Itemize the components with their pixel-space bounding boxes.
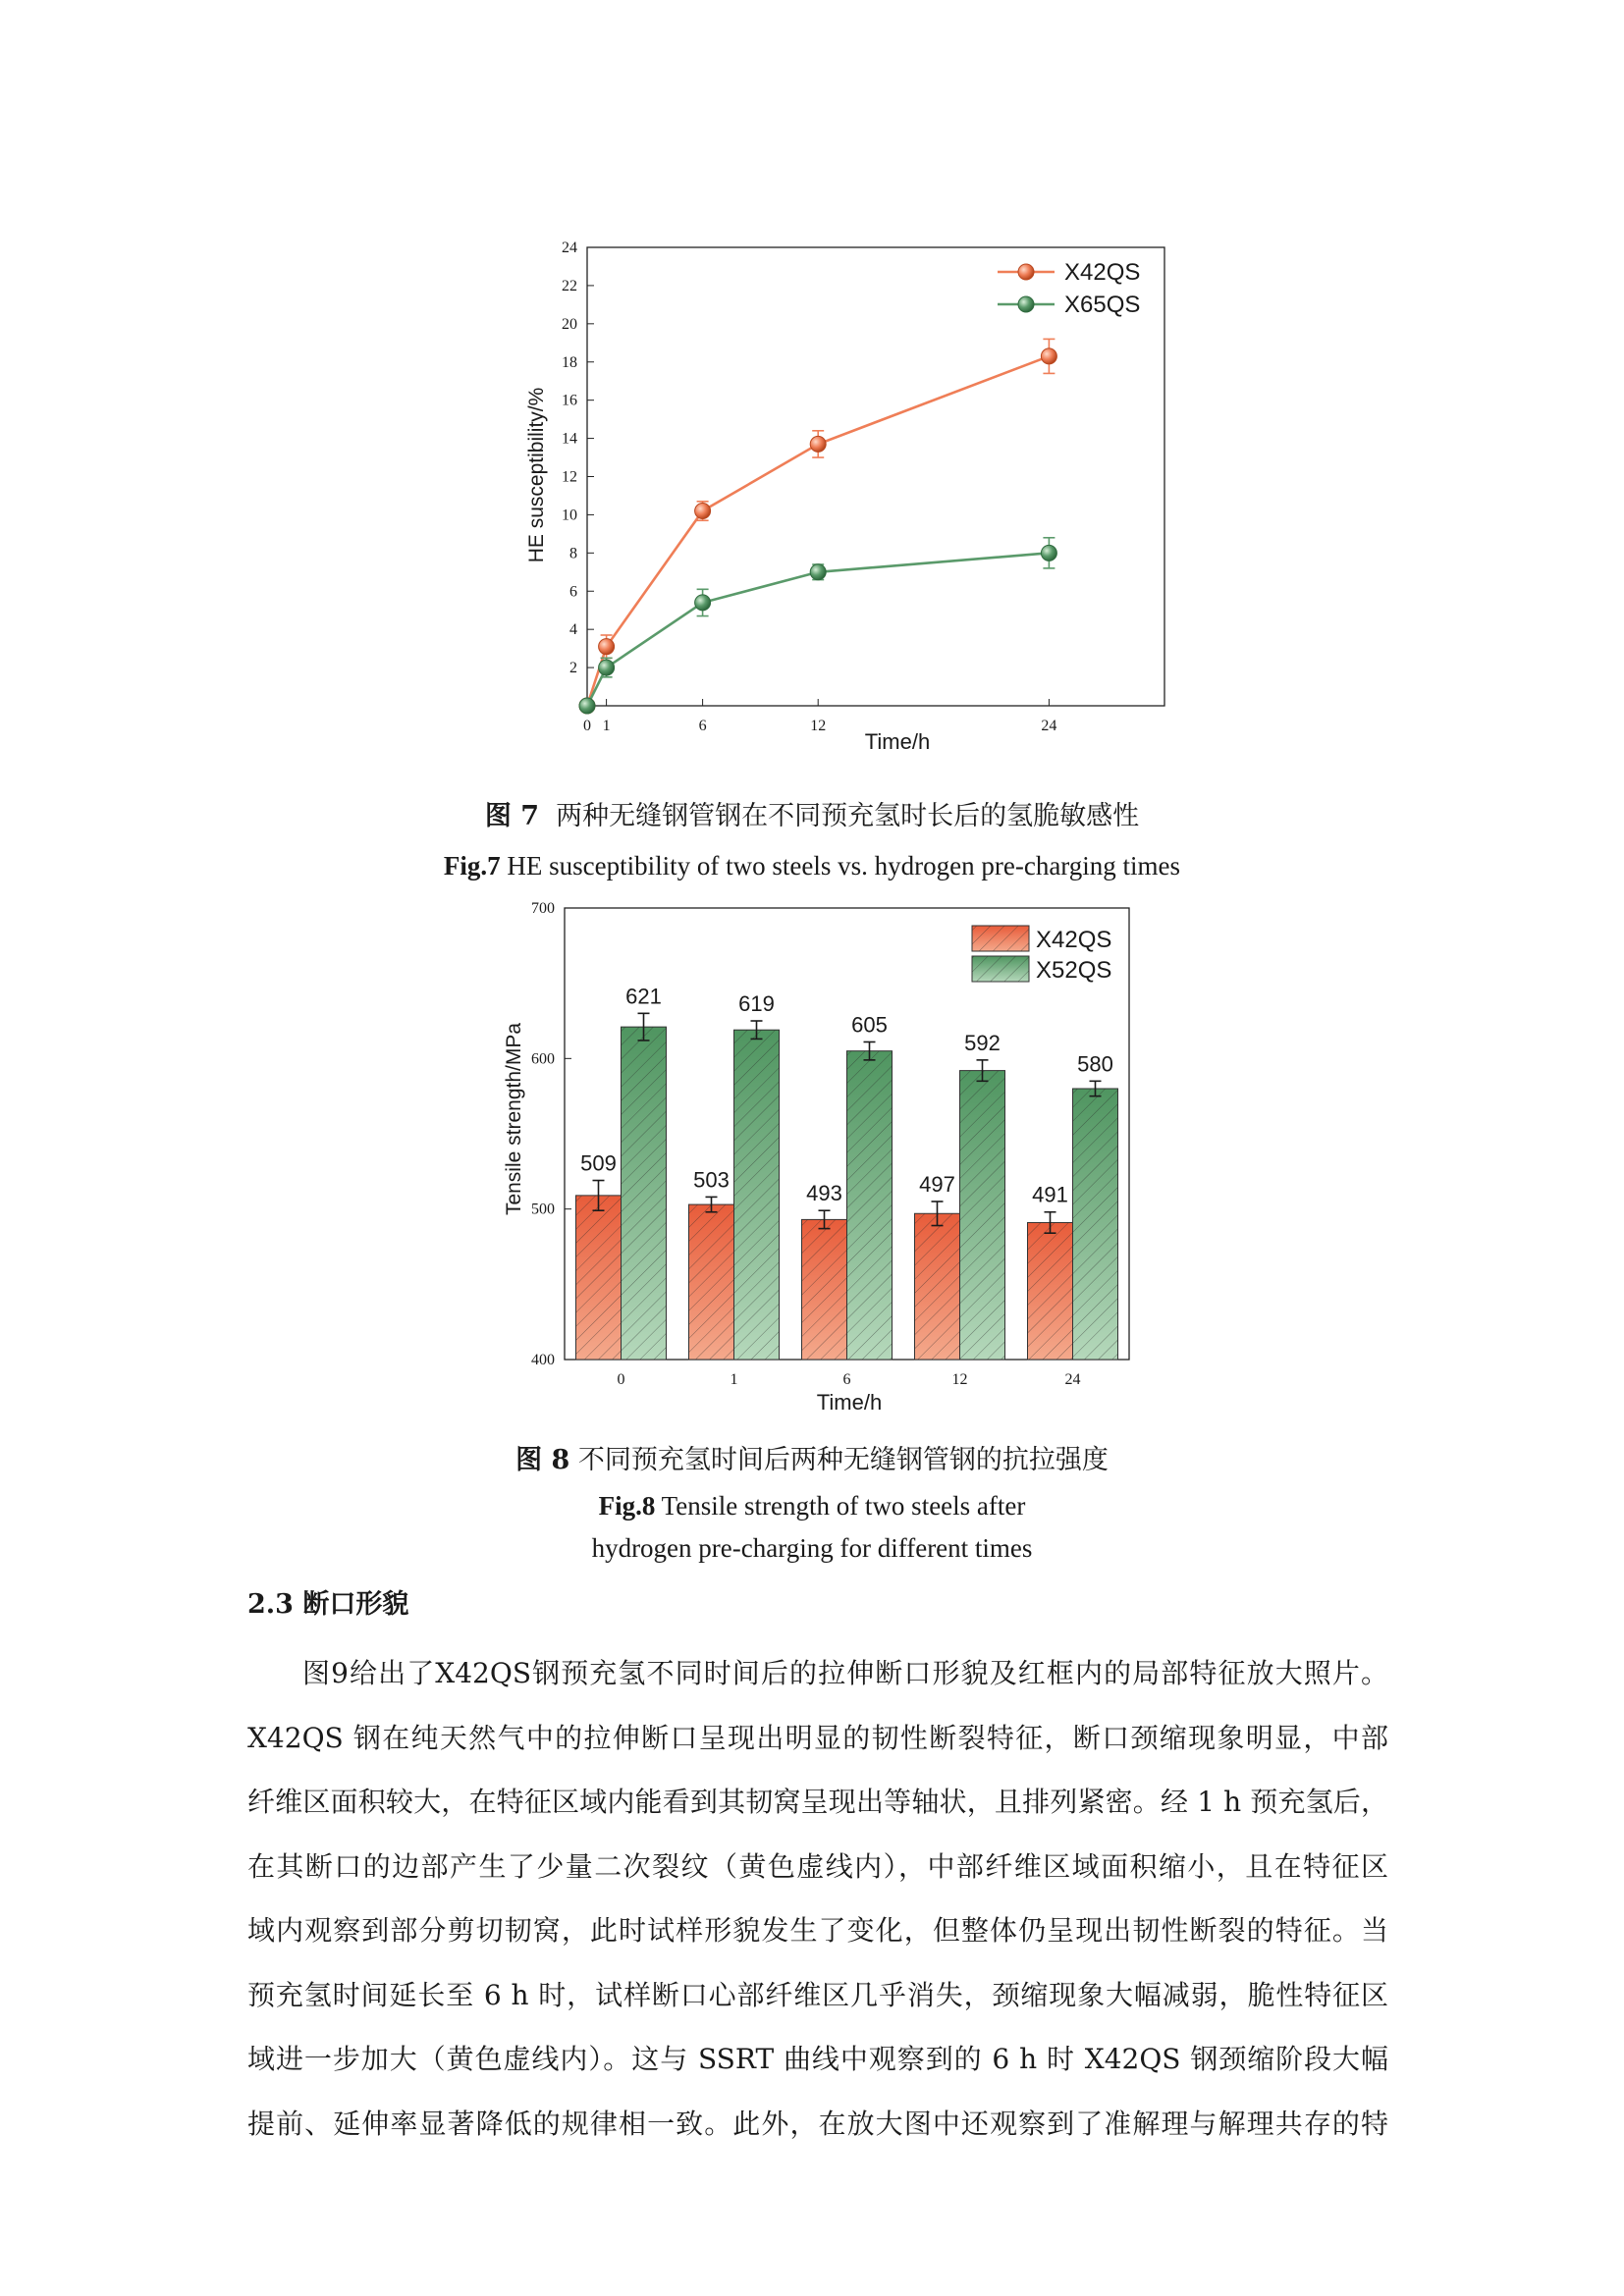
fig7-caption-cn-text: 两种无缝钢管钢在不同预充氢时长后的氢脆敏感性 xyxy=(556,801,1140,831)
fig8-caption-cn xyxy=(0,1441,1624,1480)
bar-value-label: 493 xyxy=(806,1181,842,1206)
bar-hatch xyxy=(960,1071,1005,1360)
fig7-x-tick-label: 0 xyxy=(583,718,591,734)
fig8-caption-en-cont xyxy=(0,1528,1624,1568)
legend-swatch-x42qs-hatch xyxy=(972,926,1029,951)
bar-value-label: 503 xyxy=(693,1167,730,1193)
bar-value-label: 592 xyxy=(964,1030,1001,1055)
fig7-y-tick-label: 2 xyxy=(569,660,577,677)
bar-hatch xyxy=(1028,1222,1073,1360)
section-paragraph xyxy=(247,1641,1388,2156)
fig7-x-tick-label: 1 xyxy=(602,718,611,734)
fig8-x-axis-label: Time/h xyxy=(816,1390,883,1415)
fig7-x-tick-label: 12 xyxy=(810,718,827,734)
fig8-legend xyxy=(972,926,1111,984)
fig8-x-tick-label: 0 xyxy=(617,1371,625,1388)
fig8-x-tick-label: 24 xyxy=(1064,1371,1081,1388)
fig7-caption-en-label: Fig.7 xyxy=(443,851,501,881)
fig7-y-tick-label: 22 xyxy=(562,277,577,294)
fig8-x-tick-label: 6 xyxy=(842,1371,851,1388)
fig8-caption-en xyxy=(0,1486,1624,1525)
bar-value-label: 509 xyxy=(580,1150,617,1176)
fig8-caption-cn-text: 不同预充氢时间后两种无缝钢管钢的抗拉强度 xyxy=(577,1445,1109,1475)
body-line: 在其断口的边部产生了少量二次裂纹（黄色虚线内），中部纤维区域面积缩小，且在特征区 xyxy=(247,1849,1388,1883)
bar-value-label: 619 xyxy=(738,991,775,1016)
bar-value-label: 621 xyxy=(625,984,662,1009)
bar-value-label: 491 xyxy=(1032,1182,1068,1207)
fig8-y-tick-label: 400 xyxy=(531,1352,555,1368)
fig7-y-tick-label: 24 xyxy=(562,240,577,256)
bar-hatch xyxy=(847,1051,893,1360)
fig7-x-tick-label: 6 xyxy=(698,718,707,734)
body-line: X42QS 钢在纯天然气中的拉伸断口呈现出明显的韧性断裂特征，断口颈缩现象明显，中部 xyxy=(247,1721,1388,1754)
fig7-x-axis-label: Time/h xyxy=(864,729,931,754)
body-line: 域进一步加大（黄色虚线内）。这与 SSRT 曲线中观察到的 6 h 时 X42QS 钢颈缩阶段大幅 xyxy=(247,2043,1388,2075)
fig8-y-axis-label: Tensile strength/MPa xyxy=(503,1022,525,1216)
body-line: 提前、延伸率显著降低的规律相一致。此外，在放大图中还观察到了准解理与解理共存的特 xyxy=(247,2107,1388,2140)
fig7-caption-en-text: HE susceptibility of two steels vs. hydrogen pre-charging times xyxy=(507,851,1181,881)
bar-hatch xyxy=(576,1196,622,1360)
fig7-x-tick-label: 24 xyxy=(1041,718,1057,734)
fig7-y-tick-label: 6 xyxy=(569,583,577,601)
legend-label-x52qs-bar: X52QS xyxy=(1036,957,1112,984)
fig7-y-tick-label: 20 xyxy=(562,315,577,333)
legend-label-x42qs-bar: X42QS xyxy=(1036,927,1112,953)
fig7-y-axis-label: HE susceptibility/% xyxy=(525,387,548,563)
legend-label-x65qs: X65QS xyxy=(1064,292,1141,318)
fig7-caption-cn-label: 图 7 xyxy=(484,801,539,831)
body-line: 图9给出了X42QS钢预充氢不同时间后的拉伸断口形貌及红框内的局部特征放大照片。 xyxy=(302,1657,1388,1689)
bar-hatch xyxy=(915,1213,960,1360)
fig7-y-tick-label: 8 xyxy=(569,545,577,562)
fig7-y-tick-label: 18 xyxy=(562,353,577,371)
fig7-y-tick-label: 12 xyxy=(562,468,577,486)
fig7-y-tick-label: 4 xyxy=(569,621,577,639)
fig8-y-tick-label: 500 xyxy=(531,1201,555,1218)
body-line: 域内观察到部分剪切韧窝，此时试样形貌发生了变化，但整体仍呈现出韧性断裂的特征。当 xyxy=(247,1914,1388,1947)
section-body xyxy=(247,1641,1388,2156)
bar-hatch xyxy=(689,1204,734,1360)
fig7-y-tick-label: 16 xyxy=(562,392,577,409)
body-line: 纤维区面积较大，在特征区域内能看到其韧窝呈现出等轴状，且排列紧密。经 1 h 预充氢后， xyxy=(247,1786,1388,1818)
bar-hatch xyxy=(802,1219,847,1360)
fig7-y-tick-label: 10 xyxy=(562,507,577,524)
bar-hatch xyxy=(622,1027,667,1360)
fig7-y-tick-label: 14 xyxy=(562,430,577,448)
fig8-caption-en-line2: hydrogen pre-charging for different times xyxy=(591,1533,1033,1563)
bar-hatch xyxy=(1073,1089,1118,1360)
fig8-caption-cn-label: 图 8 xyxy=(515,1445,570,1475)
legend-swatch-x52qs-hatch xyxy=(972,956,1029,982)
bar-value-label: 580 xyxy=(1077,1051,1113,1077)
bar-value-label: 605 xyxy=(851,1012,888,1038)
bar-hatch xyxy=(734,1030,780,1360)
bar-value-label: 497 xyxy=(919,1172,955,1197)
section-heading: 2.3 断口形貌 xyxy=(247,1589,409,1620)
fig8-y-tick-label: 600 xyxy=(531,1050,555,1068)
body-line: 预充氢时间延长至 6 h 时，试样断口心部纤维区几乎消失，颈缩现象大幅减弱，脆性特征区 xyxy=(247,1978,1388,2011)
fig8-x-tick-label: 1 xyxy=(730,1371,738,1388)
fig8-x-tick-label: 12 xyxy=(951,1371,968,1388)
fig8-caption-en-line1: Tensile strength of two steels after xyxy=(661,1491,1026,1521)
fig8-y-tick-label: 700 xyxy=(531,900,555,917)
fig8-caption-en-label: Fig.8 xyxy=(598,1491,656,1521)
legend-label-x42qs: X42QS xyxy=(1064,259,1141,286)
